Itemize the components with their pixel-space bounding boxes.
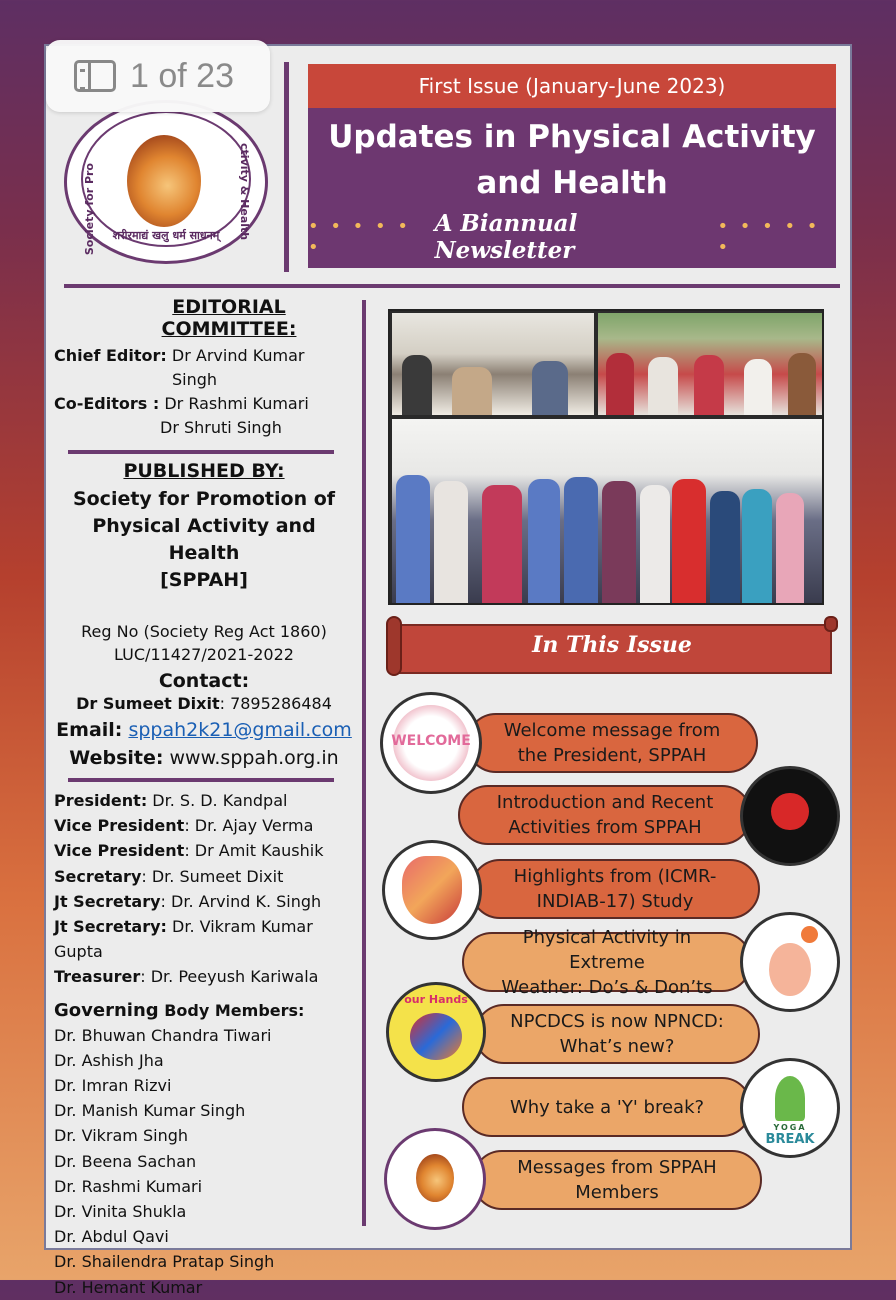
sun-icon	[801, 926, 818, 943]
toc-line: Messages from SPPAH	[517, 1157, 717, 1178]
divider-vertical-top	[284, 62, 289, 272]
person-figure	[606, 353, 634, 415]
email-link[interactable]: sppah2k21@gmail.com	[128, 719, 352, 741]
officer-name: : Dr. Sumeet Dixit	[141, 866, 284, 886]
welcome-label: WELCOME	[391, 733, 471, 750]
officer-name: : Dr. Arvind K. Singh	[160, 891, 322, 911]
toc-line: INDIAB-17) Study	[536, 891, 694, 912]
person-figure	[710, 491, 740, 603]
person-figure	[532, 361, 568, 415]
officer-name: Dr. Vikram Kumar Gupta	[54, 917, 313, 962]
published-by-heading: PUBLISHED BY:	[123, 460, 285, 482]
officer-role: Vice President	[54, 816, 185, 836]
contact-heading: Contact:	[158, 670, 250, 692]
person-figure	[602, 481, 636, 603]
officer-row	[54, 813, 354, 838]
website-label: Website:	[69, 747, 164, 769]
list-item: Dr. Hemant Kumar	[54, 1277, 203, 1297]
officer-row	[54, 964, 354, 989]
india-map-icon	[382, 840, 482, 940]
subtitle-row	[308, 210, 836, 264]
toc-line: NPCDCS is now NPNCD:	[510, 1011, 724, 1032]
divider-horizontal	[64, 284, 840, 288]
reg-line-2: LUC/11427/2021-2022	[114, 645, 294, 664]
sidebar-toggle-icon[interactable]	[74, 60, 116, 92]
list-item: Dr. Rashmi Kumari	[54, 1176, 203, 1196]
welcome-icon	[380, 692, 482, 794]
toc-line: the President, SPPAH	[517, 745, 707, 766]
chief-editor-label: Chief Editor:	[54, 346, 167, 365]
team-photo	[392, 419, 822, 603]
toc-line: Weather: Do’s & Don’ts	[501, 976, 713, 998]
governing-members-list	[54, 1023, 354, 1300]
toc-item-introduction[interactable]	[458, 785, 752, 845]
person-figure	[640, 485, 670, 603]
email-label: Email:	[56, 719, 123, 741]
editorial-heading: EDITORIAL COMMITTEE:	[161, 296, 297, 340]
left-column	[54, 296, 354, 1300]
nautilus-shell-icon	[127, 135, 201, 227]
officers-list	[54, 788, 354, 990]
governing-heading	[54, 1000, 354, 1021]
chief-editor-line	[54, 344, 354, 368]
governing-heading-a: Governing	[54, 999, 159, 1021]
toc-line: Introduction and Recent	[496, 792, 714, 813]
co-editor-name-2: Dr Shruti Singh	[160, 418, 282, 437]
newsletter-title	[308, 114, 836, 206]
logo-left-text: Society for Pro	[83, 163, 96, 256]
publisher-line-3: [SPPAH]	[160, 569, 248, 591]
publisher-line-2: Physical Activity and Health	[92, 515, 316, 564]
toc-line: Activities from SPPAH	[508, 817, 702, 838]
co-editors-line	[54, 392, 354, 416]
officer-role: Secretary	[54, 866, 142, 886]
reg-line-1: Reg No (Society Reg Act 1860)	[81, 622, 327, 641]
toc-line: Welcome message from	[503, 720, 721, 741]
list-item: Dr. Ashish Jha	[54, 1050, 164, 1070]
list-item: Dr. Shailendra Pratap Singh	[54, 1252, 275, 1272]
person-figure	[694, 355, 724, 415]
yoga-figure	[775, 1076, 805, 1121]
yoga-break-icon	[740, 1058, 840, 1158]
list-item: Dr. Imran Rizvi	[54, 1076, 172, 1096]
person-figure	[402, 355, 432, 415]
officer-role: Vice President	[54, 841, 185, 861]
toc-item-icmr[interactable]	[470, 859, 760, 919]
india-map-shape	[402, 856, 462, 924]
toc-item-extreme-weather[interactable]	[462, 926, 752, 998]
governing-heading-b: Body Members:	[158, 1000, 305, 1020]
contact-phone: : 7895286484	[219, 694, 332, 713]
group-rally-photo	[598, 313, 822, 415]
website-line	[54, 744, 354, 772]
person-figure	[482, 485, 522, 603]
page-counter[interactable]	[46, 40, 270, 112]
break-label: BREAK	[765, 1132, 815, 1148]
person-figure	[672, 479, 706, 603]
person-figure	[648, 357, 678, 415]
registration	[54, 620, 354, 666]
chief-editor-name: Dr Arvind Kumar	[171, 346, 305, 365]
heart-shape	[771, 793, 809, 831]
list-item: Dr. Manish Kumar Singh	[54, 1101, 246, 1121]
page-counter-text: 1 of 23	[130, 56, 234, 95]
yoga-label: YOGA	[773, 1123, 807, 1133]
co-editor-name-1: Dr Rashmi Kumari	[164, 394, 309, 413]
masthead	[308, 64, 836, 268]
officer-role: President:	[54, 791, 148, 810]
officer-name: : Dr. Peeyush Kariwala	[140, 967, 319, 987]
dots-left: • • • • • •	[308, 216, 411, 258]
officer-role: Jt Secretary:	[54, 917, 167, 937]
photo-collage	[388, 309, 824, 605]
hot-weather-icon	[740, 912, 840, 1012]
sppah-small-logo-icon	[384, 1128, 486, 1230]
website-text: www.sppah.org.in	[169, 747, 339, 769]
contact-person: Dr Sumeet Dixit	[76, 694, 220, 713]
officer-row	[54, 788, 354, 813]
list-item: Dr. Abdul Qavi	[54, 1227, 169, 1247]
logo-motto: शरीरमाद्यं खलु धर्म साधनम्	[112, 229, 220, 242]
sppah-logo	[64, 100, 268, 264]
list-item: Dr. Bhuwan Chandra Tiwari	[54, 1025, 272, 1045]
person-figure	[744, 359, 772, 415]
toc-line: What’s new?	[559, 1036, 675, 1057]
banner-scroll-right	[824, 616, 838, 632]
newsletter-subtitle: A Biannual Newsletter	[434, 210, 578, 264]
person-figure	[452, 367, 492, 415]
chief-editor-name-2: Singh	[172, 370, 218, 389]
toc-item-npncd[interactable]	[474, 1004, 760, 1064]
title-line-1: Updates in Physical Activity	[328, 119, 816, 155]
person-figure	[434, 481, 468, 603]
in-this-issue-heading: In This Issue	[532, 632, 692, 658]
publisher-name	[54, 486, 354, 594]
publisher-line-1: Society for Promotion of	[72, 488, 336, 510]
toc-line: Highlights from (ICMR-	[513, 866, 717, 887]
list-item: Dr. Vinita Shukla	[54, 1202, 187, 1222]
logo-right-text: ctivity & Health	[238, 143, 251, 241]
divider-vertical-middle	[362, 300, 366, 1226]
list-item: Dr. Vikram Singh	[54, 1126, 188, 1146]
separator-1	[68, 450, 334, 454]
person-figure	[776, 493, 804, 603]
person-figure	[396, 475, 430, 603]
list-item: Dr. Beena Sachan	[54, 1151, 197, 1171]
officer-role: Treasurer	[54, 967, 141, 987]
toc-item-welcome[interactable]	[466, 713, 758, 773]
email-line	[54, 716, 354, 744]
officer-name: : Dr. Ajay Verma	[184, 816, 314, 836]
in-this-issue-banner	[386, 616, 838, 678]
toc-item-y-break[interactable]	[462, 1077, 752, 1137]
toc-item-messages[interactable]	[472, 1150, 762, 1210]
hands-label: our Hands	[404, 992, 468, 1006]
hands-icon	[386, 982, 486, 1082]
heart-fitness-icon	[740, 766, 840, 866]
officer-row	[54, 864, 354, 889]
officer-name: Dr. S. D. Kandpal	[147, 791, 288, 810]
toc-line: Members	[575, 1182, 659, 1203]
meeting-photo	[392, 313, 594, 415]
contact-person-line	[54, 692, 354, 716]
officer-name: : Dr Amit Kaushik	[184, 841, 324, 861]
person-figure	[742, 489, 772, 603]
officer-row	[54, 914, 354, 964]
raised-hands-shape	[410, 1013, 463, 1060]
person-figure	[788, 353, 816, 415]
toc-line: Why take a 'Y' break?	[509, 1096, 705, 1118]
issue-banner: First Issue (January-June 2023)	[308, 64, 836, 108]
toc-line: Physical Activity in Extreme	[522, 926, 692, 973]
officer-role: Jt Secretary	[54, 891, 161, 911]
dots-right: • • • • • •	[717, 216, 821, 258]
person-figure	[528, 479, 560, 603]
separator-2	[68, 778, 334, 782]
nautilus-shell-icon	[416, 1154, 454, 1202]
person-figure	[564, 477, 598, 603]
title-line-2: and Health	[476, 165, 668, 201]
officer-row	[54, 889, 354, 914]
co-editors-label: Co-Editors :	[54, 394, 160, 413]
sweating-figure	[769, 943, 810, 996]
officer-row	[54, 838, 354, 863]
